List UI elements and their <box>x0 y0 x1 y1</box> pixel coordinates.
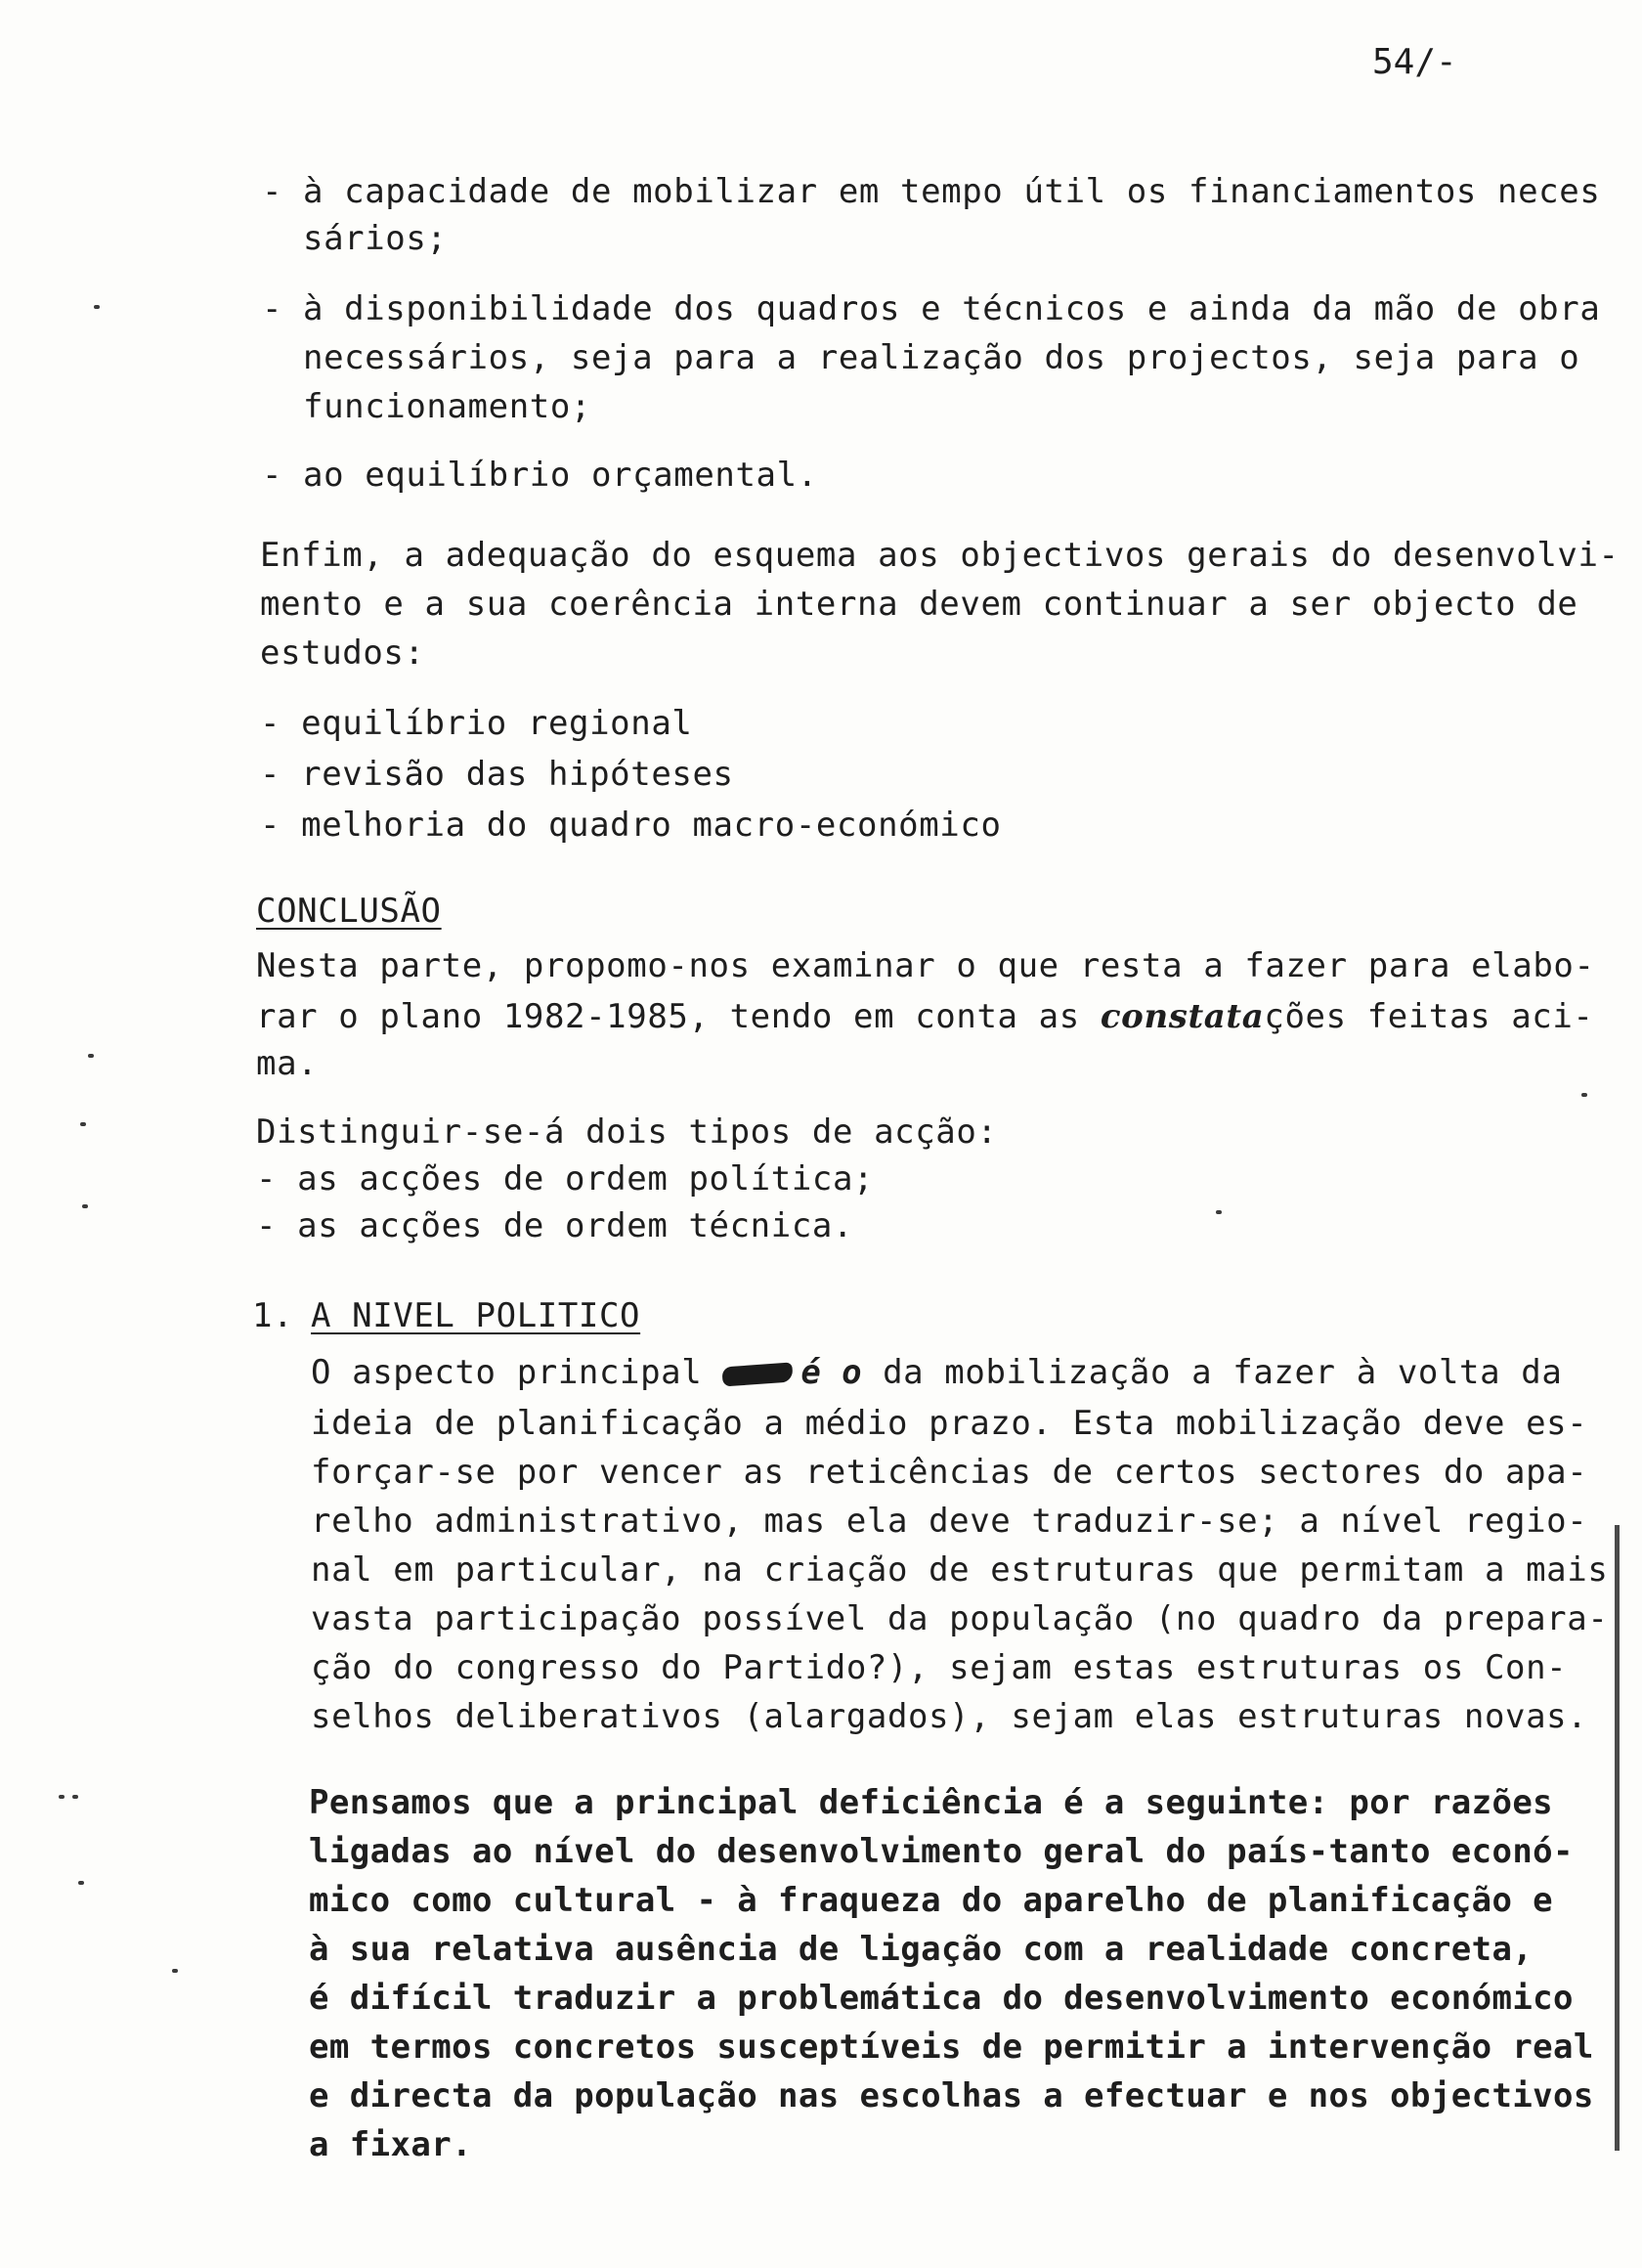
paragraph-line: ma. <box>256 1044 319 1083</box>
paragraph-line: e directa da população nas escolhas a efectuar e nos objectivos <box>309 2076 1594 2115</box>
paragraph-line: relho administrativo, mas ela deve traduzir-se; a nível regio- <box>311 1502 1588 1541</box>
paragraph-line: selhos deliberativos (alargados), sejam elas estruturas novas. <box>311 1697 1588 1736</box>
paragraph-line: é difícil traduzir a problemática do desenvolvimento económico <box>309 1979 1574 2018</box>
handwritten-text: é o <box>800 1353 863 1392</box>
section-number: 1. <box>252 1296 294 1335</box>
bullet-dash: - <box>262 456 283 495</box>
list-item: - as acções de ordem política; <box>256 1159 875 1199</box>
paragraph-line: vasta participação possível da população (no quadro da prepara- <box>311 1599 1609 1638</box>
paragraph-line: ideia de planificação a médio prazo. Esta mobilização deve es- <box>311 1404 1588 1443</box>
scan-speck <box>1216 1210 1222 1214</box>
paragraph-line: em termos concretos susceptíveis de permitir a intervenção real <box>309 2028 1594 2067</box>
scan-speck <box>88 1054 94 1058</box>
line-text: da mobilização a fazer à volta da <box>883 1353 1563 1392</box>
scan-speck <box>80 1122 86 1126</box>
page-number: 54/- <box>1372 42 1457 82</box>
scan-speck <box>94 305 100 309</box>
paragraph-line: Nesta parte, propomo-nos examinar o que resta a fazer para elabo- <box>256 946 1595 985</box>
conclusao-heading: CONCLUSÃO <box>256 892 442 931</box>
bullet-line: funcionamento; <box>303 387 591 426</box>
bullet-line: sários; <box>303 219 448 258</box>
paragraph-line: Enfim, a adequação do esquema aos objectivos gerais do desenvolvi- <box>260 536 1620 575</box>
scan-edge-mark <box>1615 1525 1620 2151</box>
line-text: O aspecto principal <box>311 1353 703 1392</box>
paragraph-line: estudos: <box>260 633 425 673</box>
section-heading: A NIVEL POLITICO <box>311 1296 641 1335</box>
scan-speck <box>82 1204 88 1208</box>
scan-speck <box>172 1969 178 1973</box>
study-item: - equilíbrio regional <box>260 704 693 743</box>
bullet-dash: - <box>262 289 283 328</box>
paragraph-line: Distinguir-se-á dois tipos de acção: <box>256 1112 998 1152</box>
scan-speck <box>59 1795 65 1799</box>
ink-blot <box>722 1362 794 1386</box>
scan-speck <box>1581 1093 1587 1097</box>
scan-speck <box>72 1795 78 1799</box>
bullet-line: ao equilíbrio orçamental. <box>303 456 818 495</box>
bullet-line: necessários, seja para a realização dos projectos, seja para o <box>303 338 1580 377</box>
paragraph-line: ligadas ao nível do desenvolvimento geral do país-tanto econó- <box>309 1832 1574 1871</box>
paragraph-line: mico como cultural - à fraqueza do aparelho de planificação e <box>309 1881 1554 1920</box>
bullet-line: à disponibilidade dos quadros e técnicos e ainda da mão de obra <box>303 289 1601 328</box>
study-item: - revisão das hipóteses <box>260 755 734 794</box>
paragraph-line: Pensamos que a principal deficiência é a seguinte: por razões <box>309 1783 1554 1822</box>
line-text: rar o plano 1982-1985, tendo em conta as <box>256 997 1101 1036</box>
paragraph-line: nal em particular, na criação de estruturas que permitam a mais <box>311 1550 1609 1590</box>
list-item: - as acções de ordem técnica. <box>256 1206 854 1245</box>
paragraph-line: forçar-se por vencer as reticências de certos sectores do apa- <box>311 1453 1588 1492</box>
paragraph-line: ção do congresso do Partido?), sejam estas estruturas os Con- <box>311 1648 1568 1687</box>
bullet-line: à capacidade de mobilizar em tempo útil os financiamentos neces <box>303 172 1601 211</box>
paragraph-line <box>256 997 1594 1036</box>
handwritten-correction: constata <box>1100 997 1265 1036</box>
paragraph-line: à sua relativa ausência de ligação com a realidade concreta, <box>309 1930 1534 1969</box>
paragraph-line <box>311 1353 1562 1392</box>
bullet-dash: - <box>262 172 283 211</box>
line-text: ções feitas aci- <box>1264 997 1594 1036</box>
study-item: - melhoria do quadro macro-económico <box>260 806 1002 845</box>
paragraph-line: a fixar. <box>309 2125 472 2164</box>
scan-speck <box>78 1881 84 1885</box>
paragraph-line: mento e a sua coerência interna devem continuar a ser objecto de <box>260 585 1578 624</box>
